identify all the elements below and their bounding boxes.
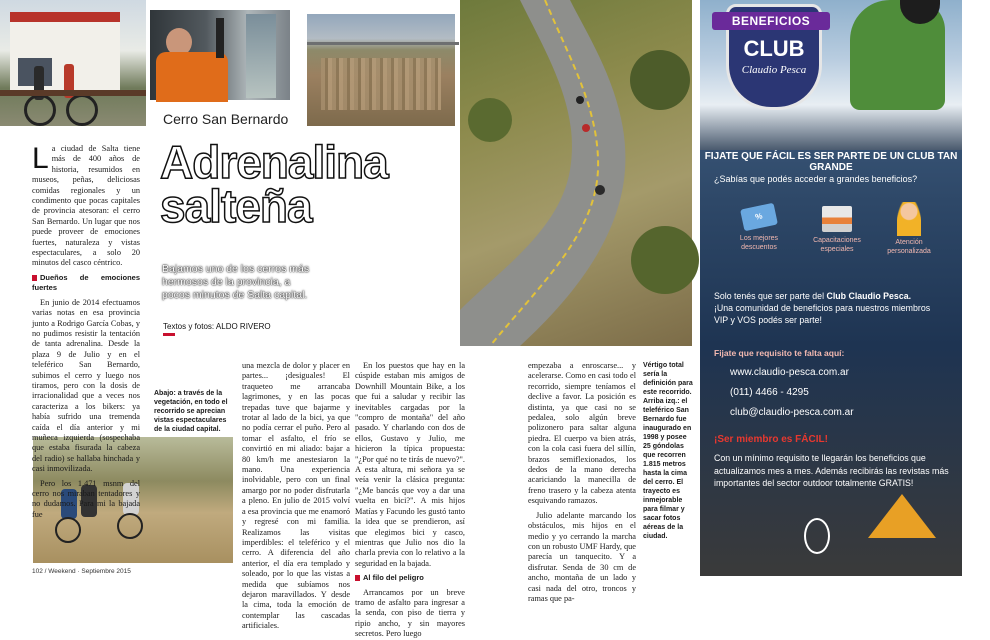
- ad-headline: FIJATE QUE FÁCIL ES SER PARTE DE UN CLUB TAN GRANDE: [704, 151, 958, 173]
- footer-left: 102 / Weekend · Septiembre 2015: [32, 568, 131, 575]
- ad-body-1-club: Club Claudio Pesca.: [826, 291, 912, 301]
- paragraph-col4-2: Julio adelante marcando los obstáculos, mis hijos en el medio y yo cerrando la marcha con un robusto UMF Hardy, que parecía un tanquecito. Y a disfrutar. Senda de 30 cm de ancho, montaña de un lado y casi nada del otro, troncos y ramas que pa-: [528, 510, 636, 603]
- website-link[interactable]: www.claudio-pesca.com.ar: [730, 367, 849, 378]
- page-edge: [962, 0, 990, 576]
- ad-body-1: [714, 290, 950, 302]
- credit-accent-bar: [163, 333, 175, 336]
- support-person-icon: [897, 202, 921, 236]
- paragraph-col3-2: Arrancamos por un breve tramo de asfalto para ingresar a la senda, con piso de tierra y ripio ancho, y sin mayores secretos. Pero luego: [355, 587, 465, 639]
- club-claudio-pesca-ad: [700, 0, 962, 576]
- club-logo-mark: [804, 518, 830, 554]
- benefit-training: [806, 206, 868, 254]
- benefit-support-label: Atención personalizada: [887, 239, 931, 255]
- benefit-discounts-label: Los mejores descuentos: [739, 235, 779, 251]
- benefit-training-label: Capacitaciones especiales: [813, 237, 861, 253]
- email-link[interactable]: club@claudio-pesca.com.ar: [730, 407, 854, 418]
- title-line-1: Adrenalina: [160, 136, 388, 188]
- ad-body-2: ¡Una comunidad de beneficios para nuestros miembros VIP y VOS podés ser parte!: [714, 303, 931, 325]
- credit-label: Textos y fotos:: [163, 322, 215, 331]
- drop-cap: L: [32, 142, 49, 175]
- badge-club: CLUB: [743, 36, 805, 61]
- column-4: [528, 361, 636, 603]
- caption-left: Abajo: a través de la vegetación, en todo el recorrido se aprecian vistas espectaculares de la ciudad capital.: [154, 390, 228, 433]
- paragraph-col4-1: empezaba a enroscarse... y acelerarse. Como en casi todo el recorrido, siempre teníamos el declive a favor. La posición es distinta, ya que casi no se pedalea, solo algún breve polizonero para saltar alguna piedra. El cuerpo va bien atrás, con la cola casi fuera del sillín, brazos semiflexionados, los dedos de la mano derecha acariciando la manecilla de freno trasero y la cabeza atenta esquivando ramazos.: [528, 361, 636, 506]
- member-body: Con un mínimo requisito te llegarán los beneficios que actualizamos mes a mes. Además recibirás las revistas más importantes del sector outdoor totalmente GRATIS!: [714, 453, 949, 488]
- title-line-2: salteña: [160, 180, 312, 232]
- badge-name: Claudio Pesca: [741, 64, 807, 76]
- caption-right: Vértigo total sería la definición para este recorrido. Arriba izq.: el teleférico San Bernardo fue inaugurado en 1998 y posee 25 góndolas que recorren 1.815 metros hasta la cima del cerro. El trayecto es inmejorable para filmar y sacar fotos aéreas de la ciudad.: [643, 362, 693, 540]
- article-title: [160, 136, 388, 232]
- paragraph-col2: una mezcla de dolor y placer en partes... ¡desiguales! El traqueteo me arrancaba lagrimones, y en las pocas trepadas tuve que bajarme y trotar al lado de la bici, ya que no podía cerrar el puño. Pero al tomar el asfalto, el frío se convirtió en mi aliado: bajar a 80 km/h me anestesiaron la mano. Una experiencia inolvidable, pero con un final amargo por no poder disfrutarla a pleno. En julio de 2015 volví a esa provincia que me enamoró y regresé con mi familia. Realizamos las visitas imperdibles: el teleférico y el cerro. A diferencia del año anterior, el día era templado y soleado, por lo que las vistas a medida que subíamos nos dejaron maravillados. Y desde la cima, toda la emoción de contemplar las cascadas artificiales.: [242, 361, 350, 631]
- ad-body-1-text: Solo tenés que ser parte del: [714, 291, 827, 301]
- benefit-support: [880, 202, 938, 256]
- ad-question: ¿Sabías que podés acceder a grandes beneficios?: [714, 174, 918, 184]
- tent-illustration: [868, 494, 936, 538]
- photo-city-view: [305, 12, 457, 128]
- column-3: [355, 361, 465, 639]
- subhead-peligro: Al filo del peligro: [355, 573, 465, 583]
- section-label: Cerro San Bernardo: [163, 111, 289, 127]
- photo-teleferico-station: [0, 0, 146, 126]
- phone-number[interactable]: (011) 4466 - 4295: [730, 387, 809, 398]
- training-icon: [822, 206, 852, 232]
- discount-tag-icon: %: [740, 203, 778, 232]
- article-lead: Bajamos uno de los cerros más hermosos de la provincia, a pocos minutos de Salta capital.: [162, 263, 310, 301]
- credit-line: [163, 322, 271, 331]
- badge-beneficios: BENEFICIOS: [712, 12, 830, 30]
- photo-aerial-road: [460, 0, 692, 346]
- subhead-emociones: Dueños de emociones fuertes: [32, 272, 140, 293]
- paragraph-col1-2: En junio de 2014 efectuamos varias notas en esa provincia junto a Rodrigo García Cobas, y no pudimos resistir la tentación de tanta adrenalina. Desde la plaza 9 de Julio y en el teleférico San Bernardo, subimos el cerro y luego nos tiramos, pero con la dosis de irracionalidad que a veces nos caracteriza a los bikers: ya había sufrido una tremenda caída el día anterior y mi muñeca izquierda (sospechaba que estaba fisurada la cabeza del radio) se hallaba hinchada y casi inmovilizada.: [32, 297, 140, 474]
- requirements-title: Fijate que requisito te falta aquí:: [714, 348, 845, 358]
- column-1: [32, 144, 140, 524]
- credit-name: ALDO RIVERO: [215, 322, 271, 331]
- benefit-discounts: [730, 206, 788, 252]
- paragraph-col1-3: Pero los 1.471 msnm del cerro nos miraban tentadores y no dudamos. Para mi la bajada fue: [32, 478, 140, 519]
- paragraph-col3-1: En los puestos que hay en la cúspide estaban mis amigos de Downhill Mountain Bike, a los que fui a saludar y recibir las inevitables cargadas por la "compro de montaña" del año pasado. Y charlando con dos de ellos, Gustavo y Julio, me hicieron la típica propuesta: "¿Por qué no te tirás de nuevo?". A esta altura, mi señora ya se veía venir la clásica pregunta: "¿Me bancás que voy a dar una vuelta en bici?". A mis hijos Matías y Facundo les gustó tanto la idea que se prendieron, así que elegimos bici y casco, mientras que Julio nos dio la charla previa con lo relativo a la seguridad en la bajada.: [355, 361, 465, 568]
- intro-paragraph: a ciudad de Salta tiene más de 400 años de historia, resumidos en museos, peñas, deliciosas comidas regionales y un condimento que pocas capitales de provincia atesoran: el cerro San Bernardo. Un lugar que nos puede proveer de emociones fuertes, naturaleza y vistas espectaculares, a solo 20 minutos del casco céntrico.: [32, 144, 140, 268]
- column-2: [242, 361, 350, 631]
- member-title: ¡Ser miembro es FÁCIL!: [714, 434, 828, 445]
- photo-gondola-rider: [150, 10, 290, 100]
